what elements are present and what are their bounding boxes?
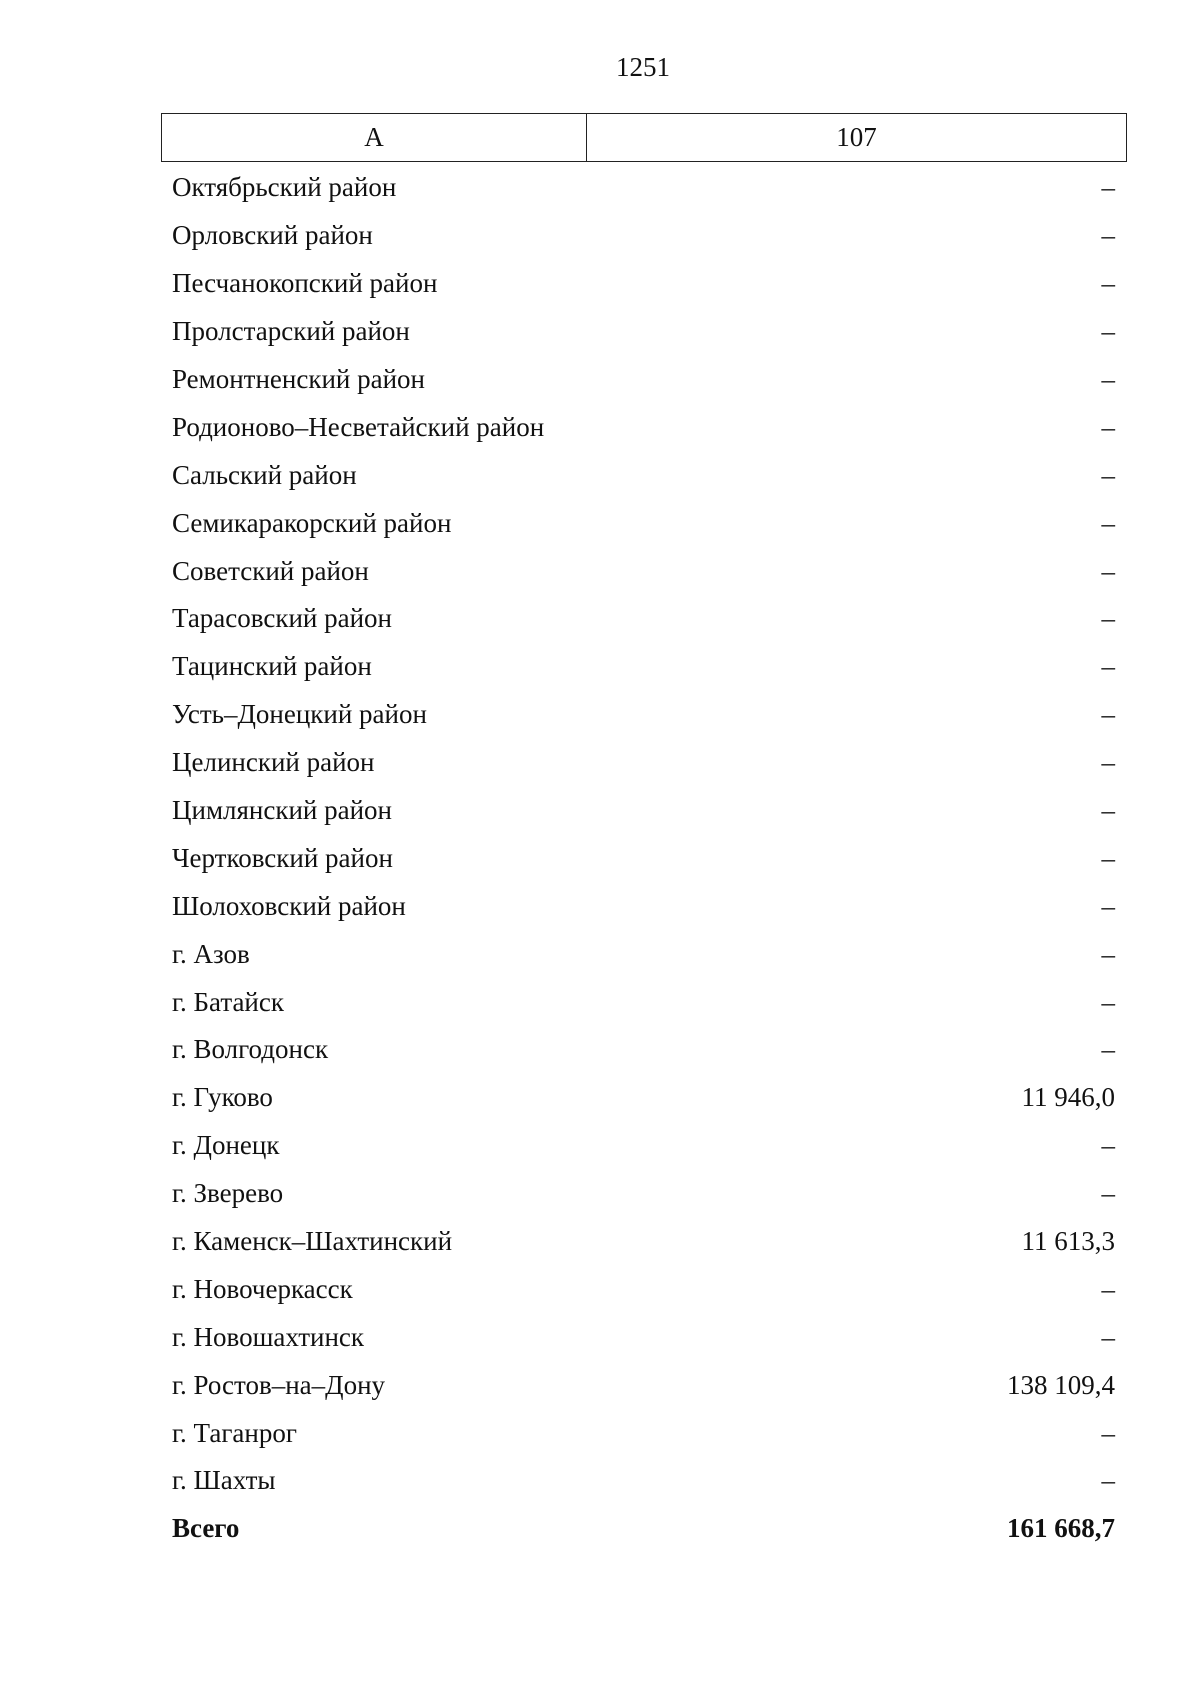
row-name: Чертковский район [172,842,393,873]
row-value: – [1101,1178,1115,1209]
row-name: Тарасовский район [172,603,392,634]
table-row [161,1361,1127,1409]
table-row [161,882,1127,930]
row-value: – [1101,603,1115,634]
row-name: г. Новочеркасск [172,1273,353,1304]
row-value: 11 613,3 [1021,1226,1115,1257]
row-value: – [1101,795,1115,826]
table-row [161,1074,1127,1122]
table-row [161,691,1127,739]
row-name: г. Каменск–Шахтинский [172,1226,453,1257]
row-name: г. Зверево [172,1178,284,1209]
row-value: – [1101,172,1115,203]
row-value: – [1101,411,1115,442]
table-row [161,356,1127,404]
table-row [161,643,1127,691]
row-name: Тацинский район [172,651,372,682]
row-name: Ремонтненский район [172,364,425,394]
row-name: Семикаракорский район [172,507,452,538]
row-value: – [1101,651,1115,682]
row-value: – [1101,459,1115,490]
row-value: – [1101,220,1115,251]
row-value: – [1101,699,1115,730]
row-name: Советский район [172,555,369,586]
row-name: Родионово–Несветайский район [172,411,545,442]
table-row [161,547,1127,595]
row-name: Усть–Донецкий район [172,699,427,730]
table-row [161,930,1127,978]
row-name: Пролстарский район [172,316,410,347]
header-column-b: 107 [836,122,877,152]
row-name: г. Волгодонск [172,1034,329,1065]
table-row [161,451,1127,499]
table-row [161,1122,1127,1170]
row-value: – [1101,364,1115,394]
table-row [161,1409,1127,1457]
table-row [161,403,1127,451]
page-number: 1251 [616,52,670,82]
table-header-row [161,113,1127,162]
row-value: – [1101,938,1115,969]
table-row [161,1265,1127,1313]
row-name: Песчанокопский район [172,268,438,299]
row-value: – [1101,555,1115,586]
row-name: Шолоховский район [172,890,406,921]
table-row [161,834,1127,882]
table-row [161,164,1127,212]
row-value: 11 946,0 [1021,1082,1115,1113]
table-row [161,1313,1127,1361]
row-name: Целинский район [172,747,375,778]
total-label: Всего [172,1513,240,1544]
table-body [161,164,1127,1505]
row-value: – [1101,507,1115,538]
row-name: г. Таганрог [172,1417,297,1448]
row-value: 138 109,4 [1007,1369,1115,1400]
table-row [161,260,1127,308]
row-value: – [1101,1321,1115,1352]
table-row [161,595,1127,643]
row-name: г. Новошахтинск [172,1321,364,1352]
row-name: Октябрьский район [172,172,397,203]
row-name: Цимлянский район [172,795,393,826]
row-value: – [1101,842,1115,873]
row-name: г. Батайск [172,986,284,1017]
table-row [161,1218,1127,1266]
table-row [161,739,1127,787]
row-value: – [1101,316,1115,347]
data-table [161,113,1127,1553]
row-name: г. Ростов–на–Дону [172,1369,386,1400]
row-value: – [1101,890,1115,921]
row-name: Сальский район [172,459,357,490]
table-total-row [161,1505,1127,1553]
row-name: Орловский район [172,220,373,251]
table-row [161,1026,1127,1074]
row-name: г. Шахты [172,1465,276,1496]
table-row [161,787,1127,835]
row-name: г. Гуково [172,1082,273,1113]
table-row [161,1457,1127,1505]
row-value: – [1101,1465,1115,1496]
row-value: – [1101,1130,1115,1161]
row-value: – [1101,1034,1115,1065]
header-column-a: А [162,114,587,161]
table-row [161,212,1127,260]
row-value: – [1101,747,1115,778]
row-name: г. Азов [172,938,250,969]
row-value: – [1101,1273,1115,1304]
row-value: – [1101,1417,1115,1448]
row-value: – [1101,986,1115,1017]
total-value: 161 668,7 [1007,1513,1115,1544]
row-name: г. Донецк [172,1130,280,1161]
table-row [161,1170,1127,1218]
table-row [161,308,1127,356]
row-value: – [1101,268,1115,299]
table-row [161,499,1127,547]
table-row [161,978,1127,1026]
